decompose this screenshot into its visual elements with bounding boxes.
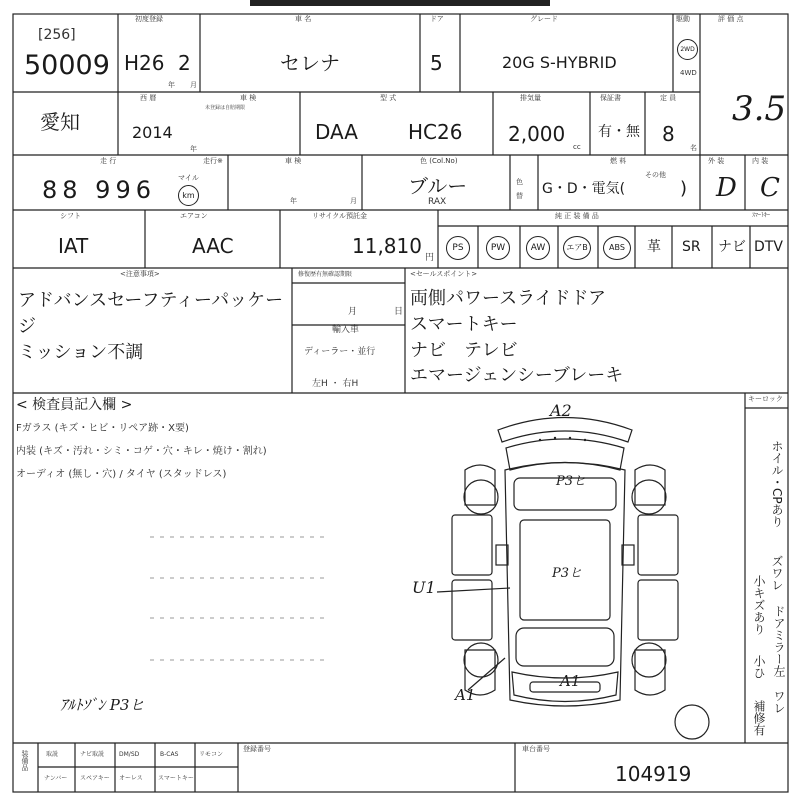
- lot-number: [256]: [38, 27, 76, 43]
- drive-label: 駆動: [676, 15, 690, 23]
- handwritten-a1-left: A1: [455, 686, 476, 704]
- mileage-value: 88 996: [42, 176, 156, 204]
- month-unit: 月: [190, 81, 197, 89]
- doors-value: 5: [430, 51, 443, 75]
- recycle-label: リサイクル預託金: [312, 212, 368, 220]
- inspection-line-1: Fガラス (キズ・ヒビ・リペア跡・X要): [16, 423, 189, 434]
- odometer-alt-label: 走行※: [203, 157, 223, 165]
- option-pw-circle: PW: [486, 236, 510, 260]
- displacement-value: 2,000: [508, 122, 566, 146]
- inspection-line-3: オーディオ (無し・穴) / タイヤ (スタッドレス): [16, 469, 227, 480]
- footer-item-3: DM/SD: [119, 751, 140, 758]
- color-label: 色 (Col.No): [420, 157, 458, 165]
- capacity-value: 8: [662, 122, 675, 146]
- model-name-value: セレナ: [280, 51, 340, 75]
- chassis-value: 104919: [615, 762, 692, 786]
- fuel-close: ): [680, 178, 688, 199]
- footer-item-8: オーレス: [119, 775, 143, 782]
- handwritten-a1-right: A1: [560, 672, 581, 690]
- side-note-right-1: ドアミラー左: [772, 605, 786, 677]
- option-abs-circle: ABS: [603, 236, 631, 260]
- sales-label: <セールスポイント>: [410, 270, 478, 278]
- capacity-unit: 名: [690, 144, 697, 152]
- shift-label: シフト: [60, 212, 81, 220]
- side-note-3: 小キズあり: [752, 575, 766, 635]
- model-code: HC26: [408, 120, 463, 144]
- deadline-label: 修復歴有無確認期限: [298, 271, 353, 278]
- model-name-label: 車 名: [295, 15, 312, 23]
- key-lock-label: キーロック: [748, 395, 783, 403]
- first-reg-month: 2: [178, 51, 191, 75]
- footer-item-5: リモコン: [199, 751, 224, 758]
- sales-point-2: スマートキー: [410, 314, 518, 335]
- side-note-1: ホイル・CPあり: [770, 440, 784, 528]
- exterior-label: 外 装: [708, 157, 725, 165]
- deadline-day: 日: [394, 307, 404, 317]
- sales-point-4: エマージェンシーブレーキ: [410, 365, 624, 386]
- reg-number-label: 登録番号: [243, 745, 271, 753]
- footer-item-1: 取説: [46, 751, 59, 758]
- color-value: ブルー: [408, 174, 468, 198]
- caution-line-3: ミッション不調: [18, 342, 144, 363]
- drive-2wd-circle: 2WD: [677, 39, 698, 60]
- first-reg-era: H26: [124, 51, 165, 75]
- mileage-unit-circle: km: [178, 185, 199, 206]
- fuel-value: G・D・電気(: [542, 181, 626, 197]
- inspection-year-unit: 年: [290, 197, 297, 205]
- side-note-5: 補修有: [752, 700, 766, 736]
- caution-line-1: アドバンスセーフティーパッケー: [18, 290, 284, 311]
- doors-label: ドア: [430, 15, 444, 23]
- year-unit: 年: [168, 81, 175, 89]
- score-value: 3.5: [732, 89, 787, 129]
- import-label: 輸入車: [332, 325, 360, 335]
- drive-4wd: 4WD: [680, 69, 697, 77]
- option-ps-circle: PS: [446, 236, 470, 260]
- model-prefix: DAA: [315, 120, 358, 144]
- footer-item-6: ナンバー: [44, 775, 68, 782]
- aircon-label: エアコン: [180, 212, 208, 220]
- aircon-value: AAC: [192, 234, 234, 258]
- inspection-month-unit: 月: [350, 197, 357, 205]
- recycle-unit: 円: [425, 253, 435, 263]
- recycle-value: 11,810: [352, 234, 422, 258]
- displacement-label: 排気量: [520, 94, 541, 102]
- option-aw-circle: AW: [526, 236, 550, 260]
- footer-item-7: スペアキー: [80, 775, 110, 782]
- displacement-unit: cc: [573, 143, 581, 151]
- color-code: RAX: [428, 197, 447, 207]
- footer-item-4: B-CAS: [160, 751, 179, 758]
- options-label: 純 正 装 備 品: [555, 212, 599, 220]
- color-change-label: 色替: [516, 178, 523, 200]
- handle-options: 左H ・ 右H: [312, 379, 359, 389]
- inspection-line-2: 内装 (キズ・汚れ・シミ・コゲ・穴・キレ・焼け・割れ): [16, 446, 267, 457]
- capacity-label: 定 員: [660, 94, 677, 102]
- handwritten-u1: U1: [412, 578, 436, 597]
- prefecture: 愛知: [40, 110, 80, 134]
- mileage-unit-top: マイル: [178, 174, 199, 182]
- model-type-label: 型 式: [380, 94, 397, 102]
- odometer-label: 走 行: [100, 157, 117, 165]
- exterior-grade: D: [716, 173, 737, 203]
- first-reg-label: 初度登録: [135, 15, 163, 23]
- western-year-label: 西 暦: [140, 94, 157, 102]
- deadline-month: 月: [348, 307, 358, 317]
- interior-grade: C: [760, 173, 780, 203]
- score-label: 評 価 点: [718, 15, 744, 23]
- warranty-label: 保証書: [600, 94, 621, 102]
- footer-row-label: 装備品: [21, 750, 29, 771]
- warranty-value: 有・無: [598, 124, 640, 140]
- option-navi: ナビ: [718, 239, 746, 255]
- fuel-other-label: その他: [645, 171, 666, 179]
- interior-label: 内 装: [752, 157, 769, 165]
- option-leather: 革: [647, 239, 661, 255]
- footer-item-9: スマートキー: [158, 775, 194, 782]
- fuel-label: 燃 料: [610, 157, 627, 165]
- inspection-sub-label: 未登録は自賠期限: [205, 105, 246, 111]
- stock-number: 50009: [24, 50, 110, 81]
- option-airbag-circle: エアB: [563, 236, 591, 260]
- option-sr: SR: [682, 239, 701, 255]
- western-year: 2014: [132, 123, 173, 142]
- history-label: 車 検: [285, 157, 302, 165]
- sales-point-1: 両側パワースライドドア: [410, 288, 607, 309]
- inspection-title: < 検査員記入欄 >: [16, 397, 133, 413]
- handwritten-left-note: ｱﾙﾄｿﾞﾝ P3ヒ: [60, 696, 145, 714]
- shift-value: IAT: [58, 234, 89, 258]
- option-dtv: DTV: [754, 239, 783, 255]
- handwritten-p3-mid: P3ヒ: [552, 566, 583, 581]
- year-unit-2: 年: [190, 145, 197, 153]
- footer-item-2: ナビ取説: [80, 751, 105, 758]
- grade-label: グレード: [530, 15, 558, 23]
- handwritten-p3-top: P3ヒ: [556, 474, 587, 489]
- side-note-2: ズワレ: [770, 555, 784, 591]
- side-note-4: 小ひ: [752, 655, 766, 679]
- chassis-label: 車台番号: [522, 745, 550, 753]
- key-type-label: ｽﾏｰﾄｷｰ: [752, 212, 771, 219]
- side-note-right-2: ワレ: [772, 690, 786, 714]
- handwritten-a2: A2: [550, 401, 572, 420]
- sales-point-3: ナビ テレビ: [410, 340, 518, 361]
- import-options: ディーラー・並行: [304, 347, 376, 357]
- inspection-label: 車 検: [240, 94, 257, 102]
- caution-line-2: ジ: [18, 316, 36, 337]
- grade-value: 20G S-HYBRID: [502, 53, 617, 72]
- caution-label: <注意事項>: [120, 270, 160, 278]
